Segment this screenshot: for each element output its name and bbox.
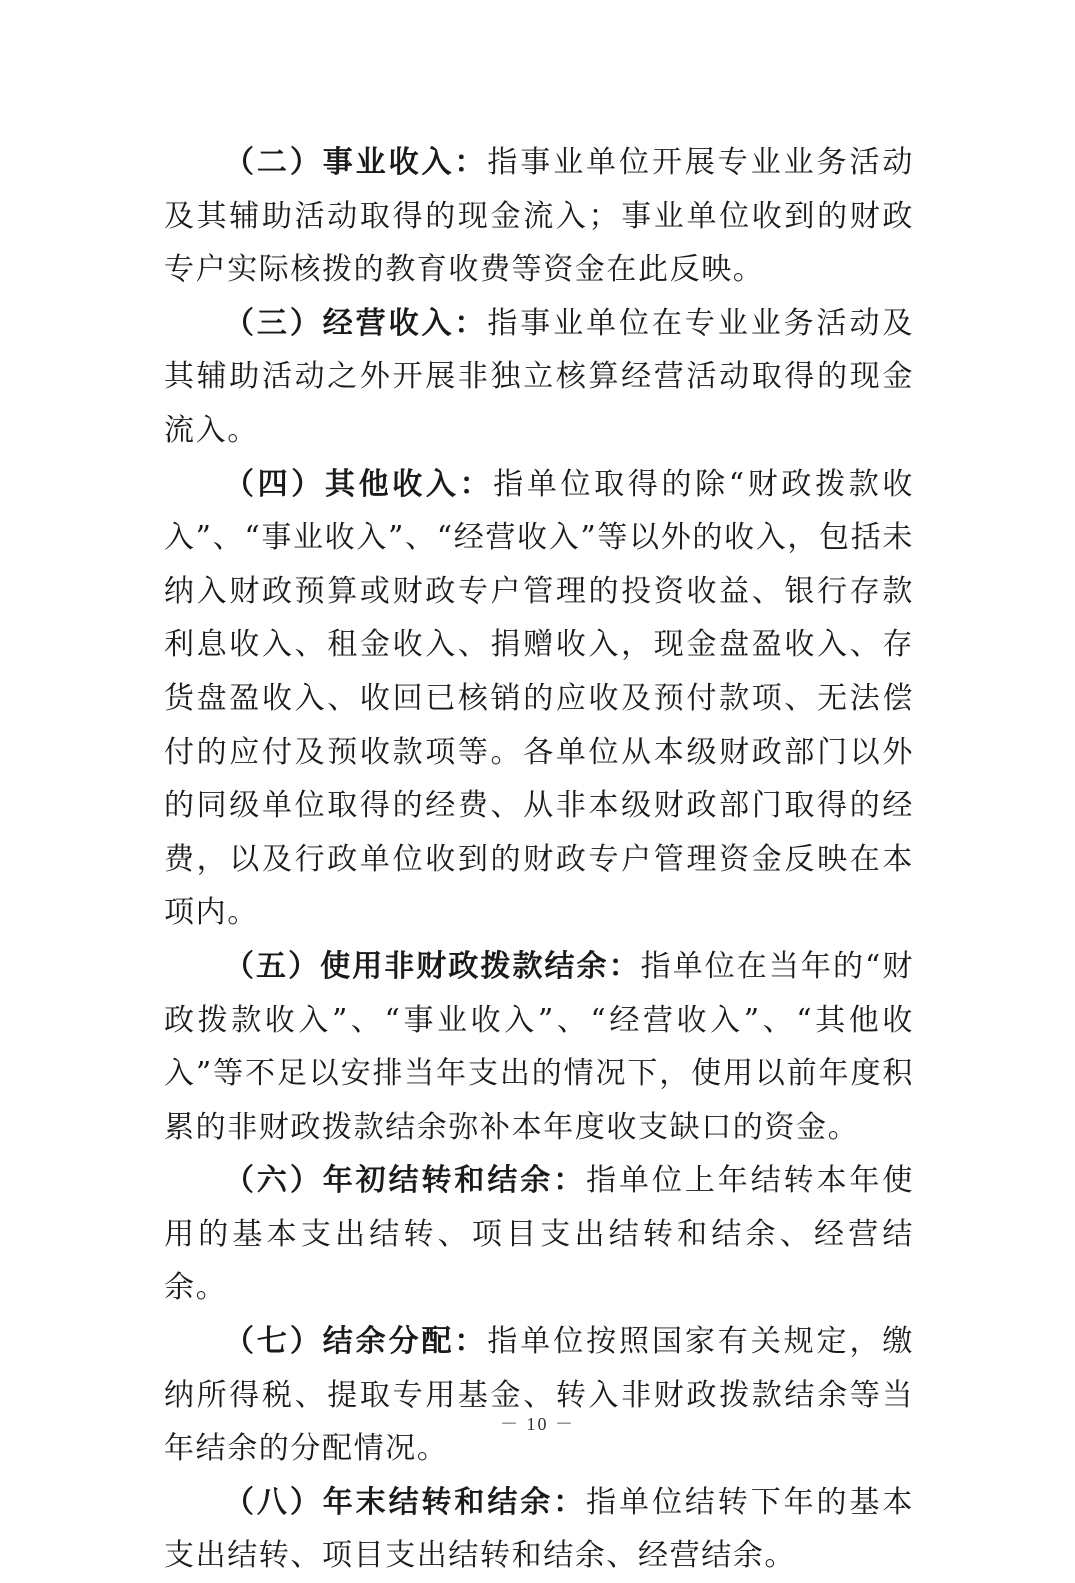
paragraph-heading: （五）使用非财政拨款结余： bbox=[224, 948, 641, 984]
paragraph-other-income bbox=[164, 458, 914, 940]
paragraph-heading: （八）年末结转和结余： bbox=[224, 1484, 587, 1520]
paragraph-text: 指事业单位开展专业业务活动及其辅助活动取得的现金流入；事业单位收到的财政专户实际核拨的教育收费等资金在此反映。 bbox=[164, 145, 914, 288]
paragraph-heading: （六）年初结转和结余： bbox=[224, 1163, 587, 1199]
paragraph-text: 指单位在当年的“财政拨款收入”、“事业收入”、“经营收入”、“其他收入”等不足以安排当年支出的情况下，使用以前年度积累的非财政拨款结余弥补本年度收支缺口的资金。 bbox=[164, 948, 914, 1145]
paragraph-business-income bbox=[164, 136, 914, 297]
paragraph-text: 指单位按照国家有关规定，缴纳所得税、提取专用基金、转入非财政拨款结余等当年结余的分配情况。 bbox=[164, 1324, 914, 1467]
paragraph-operating-income bbox=[164, 297, 914, 458]
paragraph-non-fiscal-balance bbox=[164, 940, 914, 1154]
paragraph-text: 指事业单位在专业业务活动及其辅助活动之外开展非独立核算经营活动取得的现金流入。 bbox=[164, 305, 914, 448]
document-body bbox=[164, 136, 914, 1583]
page-number: － 10 － bbox=[500, 1414, 575, 1434]
paragraph-text: 指单位取得的除“财政拨款收入”、“事业收入”、“经营收入”等以外的收入，包括未纳入财政预算或财政专户管理的投资收益、银行存款利息收入、租金收入、捐赠收入，现金盘盈收入、存货盘盈收入、收回已核销的应收及预付款项、无法偿付的应付及预收款项等。各单位从本级财政部门以外的同级单位取得的经费、从非本级财政部门取得的经费，以及行政单位收到的财政专户管理资金反映在本项内。 bbox=[164, 466, 914, 931]
paragraph-heading: （四）其他收入： bbox=[224, 466, 494, 502]
paragraph-text: 指单位结转下年的基本支出结转、项目支出结转和结余、经营结余。 bbox=[164, 1484, 915, 1574]
paragraph-closing-carryover bbox=[164, 1476, 914, 1583]
paragraph-text: 指单位上年结转本年使用的基本支出结转、项目支出结转和结余、经营结余。 bbox=[164, 1163, 915, 1306]
paragraph-heading: （二）事业收入： bbox=[224, 145, 488, 180]
paragraph-opening-carryover bbox=[164, 1154, 914, 1315]
paragraph-heading: （七）结余分配： bbox=[224, 1324, 488, 1360]
paragraph-heading: （三）经营收入： bbox=[224, 305, 488, 341]
paragraph-surplus-distribution bbox=[164, 1315, 914, 1476]
